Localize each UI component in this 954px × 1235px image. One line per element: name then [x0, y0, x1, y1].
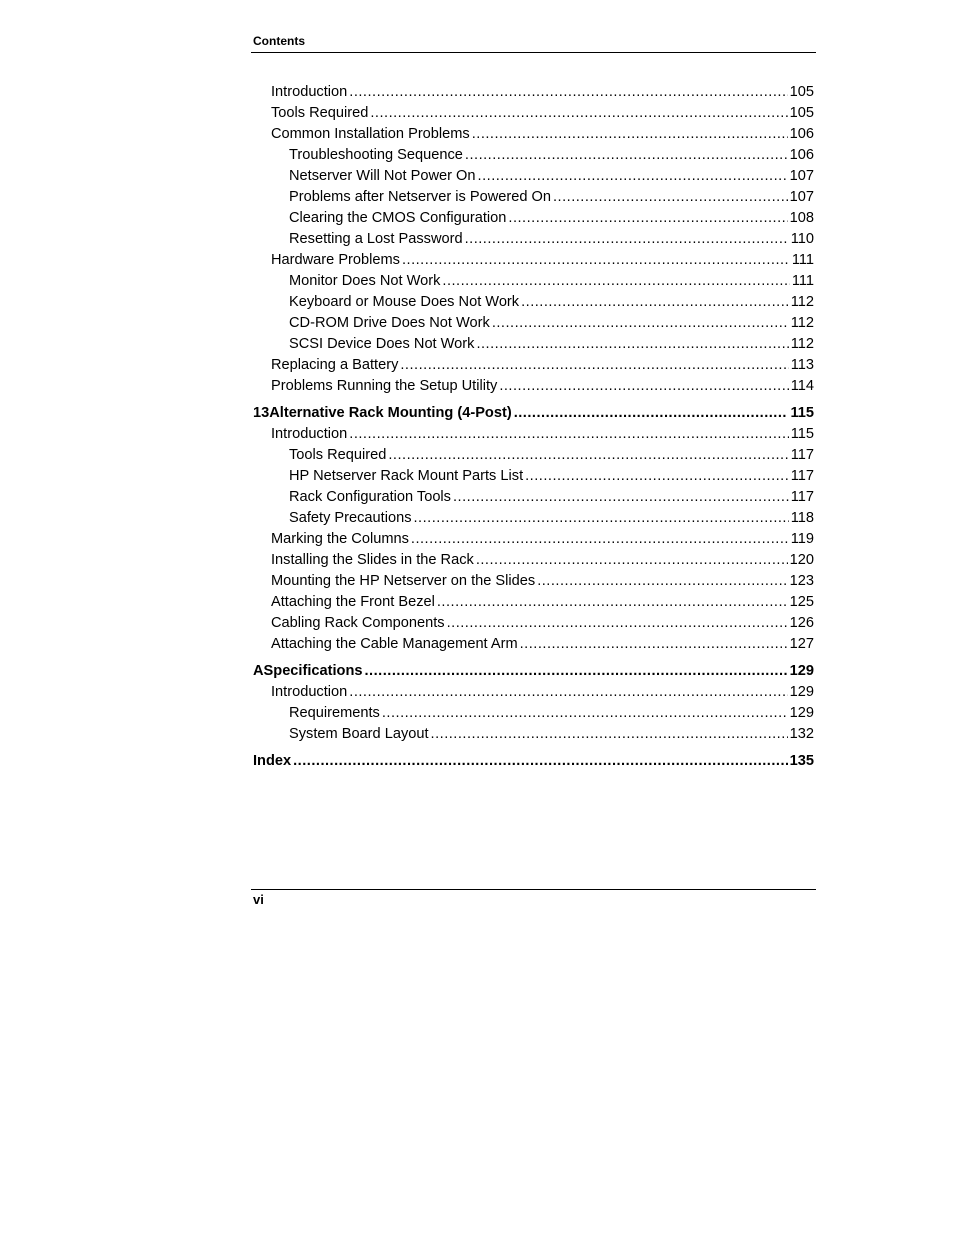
dot-leader: [476, 334, 788, 355]
dot-leader: [349, 424, 788, 445]
dot-leader: [472, 124, 788, 145]
toc-entry-page-number: 107: [789, 189, 814, 205]
toc-entry-page-number: 111: [791, 273, 814, 289]
toc-entry[interactable]: [251, 187, 816, 208]
toc-entry-page-number: 129: [789, 705, 814, 721]
toc-entry-title: Problems Running the Setup Utility: [271, 378, 498, 394]
toc-entry-title: Rack Configuration Tools: [289, 489, 451, 505]
toc-entry-page-number: 105: [789, 84, 814, 100]
toc-entry[interactable]: [251, 445, 816, 466]
toc-entry[interactable]: [251, 466, 816, 487]
toc-entry-page-number: 114: [790, 378, 814, 394]
toc-entry-title: Mounting the HP Netserver on the Slides: [271, 573, 536, 589]
header-rule: [251, 52, 816, 53]
toc-entry[interactable]: [251, 313, 816, 334]
dot-leader: [492, 313, 789, 334]
toc-entry[interactable]: [251, 571, 816, 592]
toc-chapter-entry[interactable]: [251, 751, 816, 772]
toc-entry[interactable]: [251, 124, 816, 145]
toc-entry-title: Safety Precautions: [289, 510, 412, 526]
toc-entry[interactable]: [251, 613, 816, 634]
toc-entry[interactable]: [251, 103, 816, 124]
toc-entry-title: Keyboard or Mouse Does Not Work: [289, 294, 520, 310]
toc-entry[interactable]: [251, 592, 816, 613]
toc-entry-page-number: 106: [789, 126, 814, 142]
toc-entry[interactable]: [251, 355, 816, 376]
toc-entry-page-number: 111: [791, 252, 814, 268]
toc-entry-title: HP Netserver Rack Mount Parts List: [289, 468, 524, 484]
toc-entry-page-number: 120: [789, 552, 814, 568]
toc-entry-page-number: 125: [789, 594, 814, 610]
toc-entry-page-number: 112: [790, 336, 814, 352]
toc-entry[interactable]: [251, 529, 816, 550]
toc-entry[interactable]: [251, 550, 816, 571]
dot-leader: [478, 166, 788, 187]
toc-entry[interactable]: [251, 292, 816, 313]
toc-entry[interactable]: [251, 682, 816, 703]
toc-entry-title: Tools Required: [271, 105, 369, 121]
chapter-number: A: [253, 663, 264, 679]
dot-leader: [508, 208, 787, 229]
dot-leader: [537, 571, 787, 592]
toc-entry[interactable]: [251, 82, 816, 103]
toc-entry[interactable]: [251, 487, 816, 508]
dot-leader: [414, 508, 789, 529]
toc-entry-page-number: 129: [789, 663, 814, 679]
dot-leader: [447, 613, 788, 634]
dot-leader: [400, 355, 788, 376]
dot-leader: [553, 187, 788, 208]
toc-entry[interactable]: [251, 229, 816, 250]
toc-entry-page-number: 108: [789, 210, 814, 226]
toc-entry-title: SCSI Device Does Not Work: [289, 336, 475, 352]
dot-leader: [437, 592, 788, 613]
toc-entry[interactable]: [251, 166, 816, 187]
toc-entry-title: Attaching the Cable Management Arm: [271, 636, 518, 652]
toc-entry-page-number: 113: [790, 357, 814, 373]
toc-entry-title: System Board Layout: [289, 726, 429, 742]
toc-entry-title: Requirements: [289, 705, 380, 721]
dot-leader: [520, 634, 788, 655]
dot-leader: [514, 403, 789, 424]
dot-leader: [382, 703, 788, 724]
dot-leader: [402, 250, 790, 271]
toc-entry-page-number: 126: [789, 615, 814, 631]
toc-entry-page-number: 135: [789, 753, 814, 769]
toc-entry-title: Introduction: [271, 84, 348, 100]
dot-leader: [499, 376, 788, 397]
toc-entry-page-number: 132: [789, 726, 814, 742]
dot-leader: [442, 271, 789, 292]
dot-leader: [521, 292, 789, 313]
toc-entry-title: Troubleshooting Sequence: [289, 147, 463, 163]
toc-entry-title: Common Installation Problems: [271, 126, 470, 142]
toc-entry[interactable]: [251, 376, 816, 397]
toc-entry-page-number: 127: [789, 636, 814, 652]
toc-entry-title: Replacing a Battery: [271, 357, 399, 373]
toc-entry-page-number: 118: [790, 510, 814, 526]
toc-entry-title: CD-ROM Drive Does Not Work: [289, 315, 490, 331]
toc-entry[interactable]: [251, 208, 816, 229]
toc-entry-page-number: 115: [790, 426, 814, 442]
footer-rule: [251, 889, 816, 890]
toc-entry-title: Clearing the CMOS Configuration: [289, 210, 507, 226]
toc-entry-title: Netserver Will Not Power On: [289, 168, 476, 184]
toc-entry-page-number: 112: [790, 294, 814, 310]
toc-entry-title: Cabling Rack Components: [271, 615, 445, 631]
toc-entry-page-number: 117: [790, 489, 814, 505]
toc-entry-page-number: 105: [789, 105, 814, 121]
toc-entry[interactable]: [251, 145, 816, 166]
toc-entry-title: Resetting a Lost Password: [289, 231, 463, 247]
toc-entry-title: Hardware Problems: [271, 252, 400, 268]
dot-leader: [370, 103, 787, 124]
toc-entry[interactable]: [251, 724, 816, 745]
toc-entry-title: Introduction: [271, 684, 348, 700]
toc-entry-page-number: 107: [789, 168, 814, 184]
toc-entry-title: Introduction: [271, 426, 348, 442]
toc-entry-title: Tools Required: [289, 447, 387, 463]
toc-entry[interactable]: [251, 271, 816, 292]
toc-entry[interactable]: [251, 250, 816, 271]
toc-entry-page-number: 110: [790, 231, 814, 247]
toc-entry[interactable]: [251, 508, 816, 529]
dot-leader: [465, 229, 789, 250]
toc-entry-page-number: 119: [790, 531, 814, 547]
toc-entry-title: Index: [253, 753, 292, 769]
page-number: vi: [253, 892, 264, 907]
toc-entry-page-number: 115: [790, 405, 814, 421]
dot-leader: [349, 682, 787, 703]
toc-entry-page-number: 129: [789, 684, 814, 700]
toc-entry-title: Alternative Rack Mounting (4-Post): [269, 405, 512, 421]
toc-entry[interactable]: [251, 334, 816, 355]
toc-entry-title: Marking the Columns: [271, 531, 409, 547]
toc-entry-page-number: 106: [789, 147, 814, 163]
dot-leader: [365, 661, 788, 682]
dot-leader: [411, 529, 789, 550]
dot-leader: [476, 550, 788, 571]
toc-entry-page-number: 117: [790, 468, 814, 484]
table-of-contents: [251, 82, 816, 772]
toc-entry[interactable]: [251, 424, 816, 445]
toc-entry-title: Monitor Does Not Work: [289, 273, 441, 289]
toc-entry-title: Specifications: [263, 663, 363, 679]
dot-leader: [453, 487, 789, 508]
page-header-title: Contents: [253, 34, 305, 48]
dot-leader: [349, 82, 787, 103]
toc-entry-page-number: 117: [790, 447, 814, 463]
dot-leader: [293, 751, 788, 772]
chapter-number: 13: [253, 405, 270, 421]
dot-leader: [388, 445, 788, 466]
toc-chapter-entry[interactable]: [251, 403, 816, 424]
dot-leader: [525, 466, 789, 487]
toc-chapter-entry[interactable]: [251, 661, 816, 682]
dot-leader: [465, 145, 788, 166]
toc-entry[interactable]: [251, 634, 816, 655]
toc-entry-page-number: 112: [790, 315, 814, 331]
toc-entry-page-number: 123: [789, 573, 814, 589]
toc-entry-title: Problems after Netserver is Powered On: [289, 189, 551, 205]
toc-entry-title: Installing the Slides in the Rack: [271, 552, 474, 568]
dot-leader: [431, 724, 788, 745]
toc-entry[interactable]: [251, 703, 816, 724]
toc-entry-title: Attaching the Front Bezel: [271, 594, 435, 610]
